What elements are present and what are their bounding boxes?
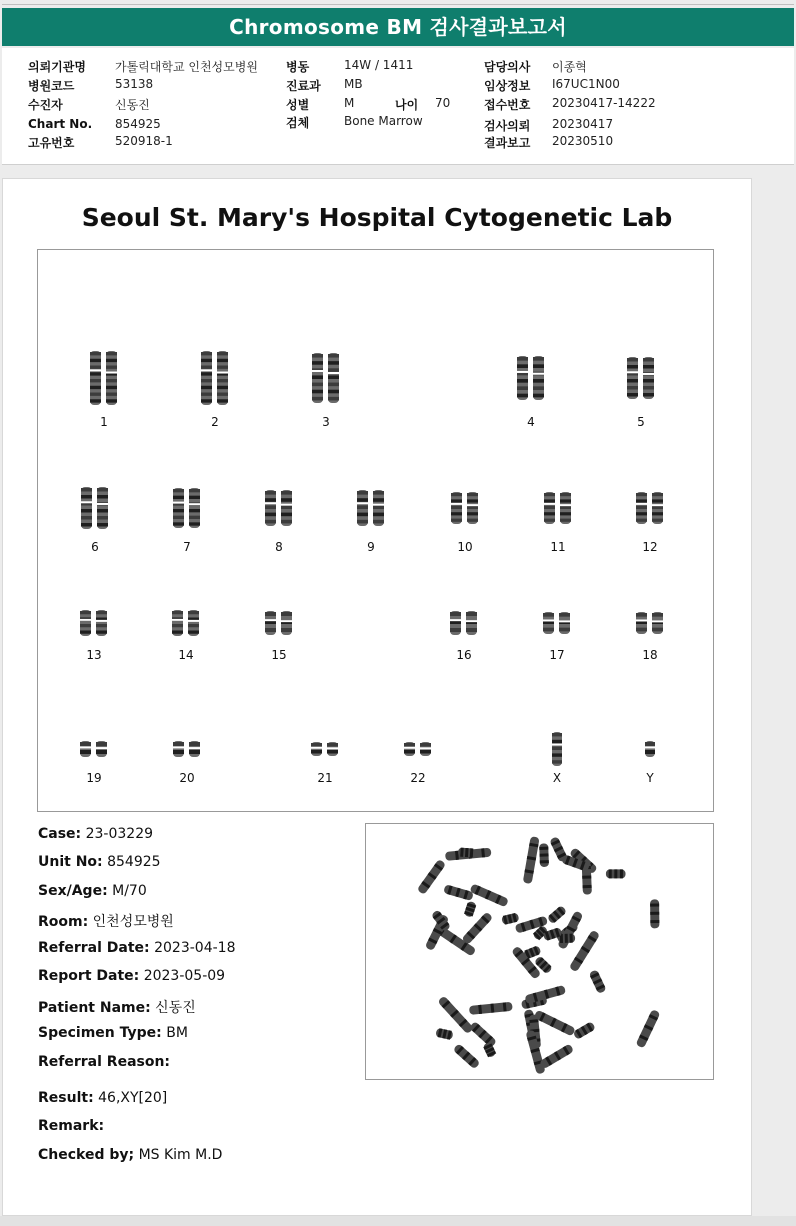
chromosome-1	[86, 349, 122, 407]
report-title: Chromosome BM 검사결과보고서	[2, 8, 794, 46]
header-label-accession-no: 접수번호	[484, 98, 531, 112]
header-value-age: 70	[435, 96, 451, 110]
info-room-value: 인천성모병원	[92, 914, 174, 930]
chromosome-7	[169, 486, 205, 530]
chromosome-label: 17	[549, 648, 565, 662]
chromosome-17	[539, 610, 575, 636]
chromosome-label: 3	[322, 415, 330, 429]
chromosome-4	[513, 354, 549, 402]
header-value-patient: 신동진	[115, 98, 150, 112]
header-label-report-date: 결과보고	[484, 136, 531, 150]
chromosome-label: 5	[637, 415, 645, 429]
chromosome-14	[168, 608, 204, 638]
chromosome-13	[76, 608, 112, 638]
chromosome-label: 6	[91, 540, 99, 554]
header-value-sex: M	[344, 96, 355, 110]
bottom-strip	[0, 1216, 796, 1226]
info-unit-no	[38, 854, 161, 870]
chromosome-12	[632, 490, 668, 526]
info-report-date-label: Report Date:	[38, 968, 140, 984]
info-referral-date-label: Referral Date:	[38, 940, 150, 956]
chromosome-label: 16	[456, 648, 472, 662]
header-label-age: 나이	[395, 98, 419, 112]
info-patient-name	[38, 997, 196, 1017]
header-value-clinical-info: I67UC1N00	[552, 77, 620, 91]
info-referral-date-value: 2023-04-18	[154, 940, 236, 956]
chromosome-8	[261, 488, 297, 528]
info-referral-date	[38, 940, 235, 956]
info-specimen-type	[38, 1025, 188, 1041]
info-result-label: Result:	[38, 1090, 94, 1106]
info-room-label: Room:	[38, 914, 89, 930]
header-label-hospital-code: 병원코드	[28, 79, 75, 93]
info-referral-reason	[38, 1054, 170, 1070]
chromosome-label: Y	[646, 771, 654, 785]
info-remark-label: Remark:	[38, 1118, 105, 1134]
chromosome-10	[447, 490, 483, 526]
header-label-specimen: 검체	[286, 116, 310, 130]
info-result	[38, 1090, 167, 1106]
header-value-institution: 가톨릭대학교 인천성모병원	[115, 60, 258, 74]
header-value-specimen: Bone Marrow	[344, 114, 423, 128]
chromosome-5	[623, 355, 659, 401]
info-result-value: 46,XY[20]	[98, 1090, 168, 1106]
top-rule	[2, 4, 794, 5]
header-value-unique-no: 520918-1	[115, 134, 173, 148]
chromosome-16	[446, 609, 482, 637]
chromosome-label: 20	[179, 771, 195, 785]
info-checked-by	[38, 1147, 222, 1163]
chromosome-22	[400, 740, 436, 758]
chromosome-3	[308, 351, 344, 405]
chromosome-label: 18	[642, 648, 658, 662]
info-specimen-type-label: Specimen Type:	[38, 1025, 162, 1041]
chromosome-label: 15	[271, 648, 287, 662]
info-patient-name-value: 신동진	[155, 1000, 196, 1016]
info-case-value: 23-03229	[85, 826, 154, 842]
chromosome-label: 4	[527, 415, 535, 429]
chromosome-label: 11	[550, 540, 566, 554]
header-label-department: 진료과	[286, 79, 321, 93]
info-checked-by-label: Checked by;	[38, 1147, 135, 1163]
chromosome-label: X	[552, 771, 562, 785]
header-value-accession-no: 20230417-14222	[552, 96, 656, 110]
header-label-unique-no: 고유번호	[28, 136, 75, 150]
chromosome-label: 1	[100, 415, 108, 429]
chromosome-11	[540, 490, 576, 526]
info-unit-no-value: 854925	[107, 854, 161, 870]
chromosome-label: 2	[211, 415, 219, 429]
chromosome-label: 10	[457, 540, 473, 554]
metaphase-image	[365, 823, 714, 1080]
chromosome-label: 9	[367, 540, 375, 554]
lab-title: Seoul St. Mary's Hospital Cytogenetic Lab	[81, 203, 673, 232]
header-label-sex: 성별	[286, 98, 310, 112]
info-checked-by-value: MS Kim M.D	[138, 1147, 223, 1163]
chromosome-19	[76, 739, 112, 759]
header-value-report-date: 20230510	[552, 134, 614, 148]
info-case-label: Case:	[38, 826, 82, 842]
chromosome-label: 13	[86, 648, 102, 662]
info-report-date-value: 2023-05-09	[143, 968, 226, 984]
info-remark	[38, 1118, 104, 1134]
karyogram-panel	[37, 249, 714, 812]
header-label-institution: 의뢰기관명	[28, 60, 86, 74]
chromosome-label: 22	[410, 771, 426, 785]
header-value-hospital-code: 53138	[115, 77, 154, 91]
chromosome-21	[307, 740, 343, 758]
header-label-chart-no: Chart No.	[28, 117, 93, 131]
header-value-request-date: 20230417	[552, 117, 614, 131]
chromosome-15	[261, 609, 297, 637]
chromosome-label: 12	[642, 540, 658, 554]
header-value-department: MB	[344, 77, 363, 91]
info-patient-name-label: Patient Name:	[38, 1000, 151, 1016]
chromosome-label: 21	[317, 771, 333, 785]
chromosome-Y	[641, 739, 659, 759]
header-value-chart-no: 854925	[115, 117, 161, 131]
report-sheet	[2, 178, 752, 1216]
info-sex-age-label: Sex/Age:	[38, 883, 108, 899]
metaphase-spread-picture	[366, 824, 713, 1079]
chromosome-9	[353, 488, 389, 528]
chromosome-label: 8	[275, 540, 283, 554]
header-value-ward: 14W / 1411	[344, 58, 414, 72]
chromosome-6	[77, 485, 113, 531]
info-sex-age-value: M/70	[112, 883, 147, 899]
patient-header	[2, 48, 794, 165]
header-label-doctor: 담당의사	[484, 60, 531, 74]
info-case	[38, 826, 153, 842]
info-report-date	[38, 968, 225, 984]
chromosome-label: 19	[86, 771, 102, 785]
info-sex-age	[38, 883, 147, 899]
header-label-ward: 병동	[286, 60, 310, 74]
info-specimen-type-value: BM	[166, 1025, 188, 1041]
chromosome-18	[632, 610, 668, 636]
header-label-request-date: 검사의뢰	[484, 119, 531, 133]
chromosome-label: 7	[183, 540, 191, 554]
chromosome-2	[197, 349, 233, 407]
chromosome-X	[548, 730, 566, 768]
info-referral-reason-label: Referral Reason:	[38, 1054, 171, 1070]
info-unit-no-label: Unit No:	[38, 854, 103, 870]
chromosome-20	[169, 739, 205, 759]
header-label-clinical-info: 임상정보	[484, 79, 531, 93]
header-label-patient: 수진자	[28, 98, 63, 112]
header-value-doctor: 이종혁	[552, 60, 587, 74]
chromosome-label: 14	[178, 648, 194, 662]
info-room	[38, 911, 174, 931]
